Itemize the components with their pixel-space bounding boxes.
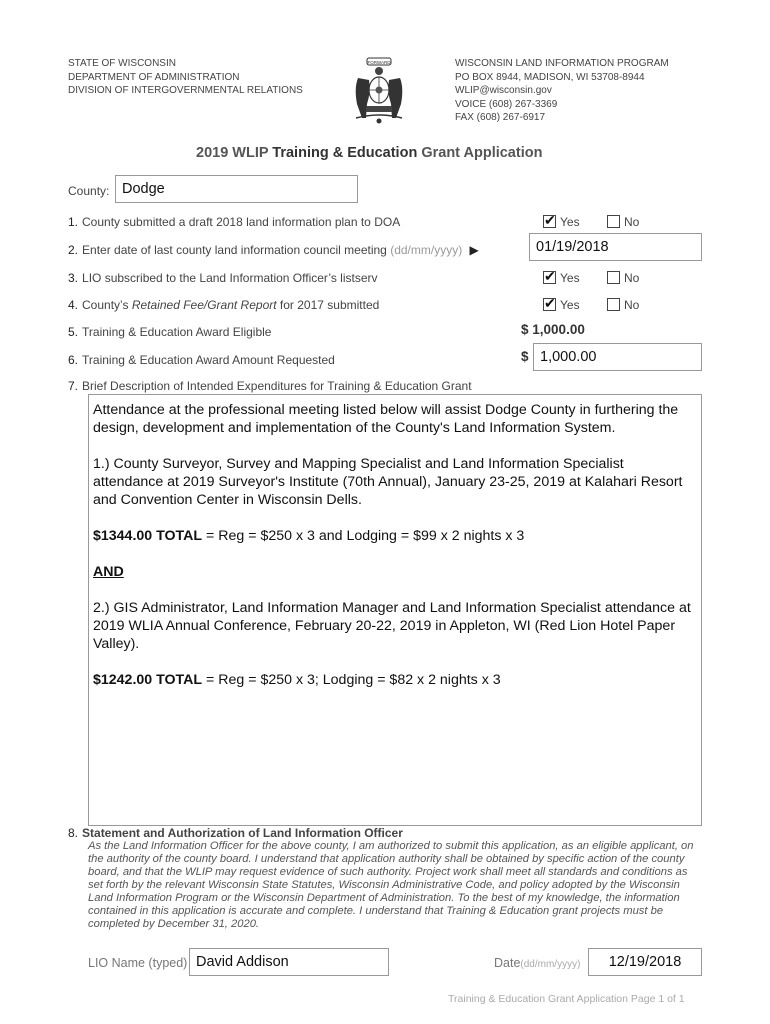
state-seal-icon	[352, 56, 406, 131]
date-label: Date(dd/mm/yyyy)	[494, 956, 581, 970]
county-input[interactable]: Dodge	[115, 175, 358, 203]
q4-yes-checkbox[interactable]	[543, 298, 556, 311]
header-address: PO BOX 8944, MADISON, WI 53708-8944	[455, 71, 645, 83]
expenditures-description-textarea[interactable]	[88, 394, 702, 826]
question-5: 5. Training & Education Award Eligible	[68, 325, 272, 339]
council-meeting-date-input[interactable]: 01/19/2018	[529, 233, 702, 261]
q4-no-checkbox[interactable]	[607, 298, 620, 311]
header-division: DIVISION OF INTERGOVERNMENTAL RELATIONS	[68, 85, 303, 96]
lio-name-label: LIO Name (typed)	[88, 956, 188, 970]
dollar-sign: $	[521, 349, 529, 364]
question-7: 7. Brief Description of Intended Expenditures for Training & Education Grant	[68, 379, 472, 393]
q1-no-option[interactable]: No	[607, 215, 639, 229]
description-total-1: $1344.00 TOTAL = Reg = $250 x 3 and Lodging = $99 x 2 nights x 3	[93, 528, 525, 544]
question-1: 1. County submitted a draft 2018 land information plan to DOA	[68, 215, 401, 229]
question-6: 6. Training & Education Award Amount Requested	[68, 353, 335, 367]
header-program: WISCONSIN LAND INFORMATION PROGRAM	[455, 58, 669, 69]
q4-no-option[interactable]: No	[607, 298, 639, 312]
q3-yes-checkbox[interactable]	[543, 271, 556, 284]
q1-no-checkbox[interactable]	[607, 215, 620, 228]
statement-heading: 8. Statement and Authorization of Land Information Officer	[68, 826, 403, 840]
question-2: 2. Enter date of last county land information council meeting (dd/mm/yyyy) ▶	[68, 243, 479, 257]
description-and: AND	[93, 564, 124, 580]
title-year: 2019 WLIP	[196, 145, 273, 161]
title-program: Training & Education	[272, 145, 418, 161]
statement-body: As the Land Information Officer for the above county, I am authorized to submit this application, as an eligible applicant, on the authority of the county board. I understand that application authority shall be obtained by specific action of the county board, and that the WLIP may request evidence of such authority. Project work shall meet all standards and conditions as set forth by the relevant Wisconsin State Statutes, Wisconsin Administrative Code, and policy adopted by the Wisconsin Land Information Program or the Wisconsin Department of Administration. To the best of my knowledge, the information contained in this application is accurate and complete. I understand that Training & Education grant projects must be completed by December 31, 2020.	[88, 840, 694, 930]
award-requested-input[interactable]: 1,000.00	[533, 343, 702, 371]
svg-text:FORWARD: FORWARD	[367, 60, 391, 65]
description-paragraph-3: 2.) GIS Administrator, Land Information Manager and Land Information Specialist attendance at 2019 WLIA Annual Conference, February 20-22, 2019 in Appleton, WI (Red Lion Hotel Paper Valley).	[93, 600, 691, 652]
question-3: 3. LIO subscribed to the Land Information Officer’s listserv	[68, 271, 378, 285]
page-footer: Training & Education Grant Application Page 1 of 1	[448, 993, 685, 1005]
signature-date-input[interactable]: 12/19/2018	[588, 948, 702, 976]
dollar-sign: $	[521, 322, 529, 337]
header-left	[68, 57, 303, 98]
q3-yes-option[interactable]: ✔ Yes	[543, 271, 580, 285]
county-label: County:	[68, 184, 110, 198]
q4-yes-option[interactable]: ✔ Yes	[543, 298, 580, 312]
header-right	[455, 57, 669, 125]
header-state: STATE OF WISCONSIN	[68, 58, 176, 69]
description-paragraph-1: Attendance at the professional meeting listed below will assist Dodge County in furthering the design, development and implementation of the County's Land Information System.	[93, 402, 679, 436]
description-paragraph-2: 1.) County Surveyor, Survey and Mapping Specialist and Land Information Specialist attendance at 2019 Surveyor's Institute (70th Annual), January 23-25, 2019 at Kalahari Resort and Convention Center in Wisconsin Dells.	[93, 456, 683, 508]
q1-yes-checkbox[interactable]	[543, 215, 556, 228]
q3-no-option[interactable]: No	[607, 271, 639, 285]
header-email: WLIP@wisconsin.gov	[455, 85, 552, 96]
q1-yes-option[interactable]: ✔ Yes	[543, 215, 580, 229]
award-eligible-value: $ 1,000.00	[521, 322, 585, 337]
description-total-2: $1242.00 TOTAL = Reg = $250 x 3; Lodging = $82 x 2 nights x 3	[93, 672, 501, 688]
header-voice: VOICE (608) 267-3369	[455, 98, 558, 110]
q3-no-checkbox[interactable]	[607, 271, 620, 284]
title-suffix: Grant Application	[417, 145, 543, 161]
arrow-right-icon: ▶	[469, 243, 479, 257]
question-4: 4. County’s Retained Fee/Grant Report for 2017 submitted	[68, 298, 380, 312]
lio-name-input[interactable]: David Addison	[189, 948, 389, 976]
header-department: DEPARTMENT OF ADMINISTRATION	[68, 71, 240, 83]
page-title	[196, 145, 542, 161]
header-fax: FAX (608) 267-6917	[455, 112, 546, 123]
